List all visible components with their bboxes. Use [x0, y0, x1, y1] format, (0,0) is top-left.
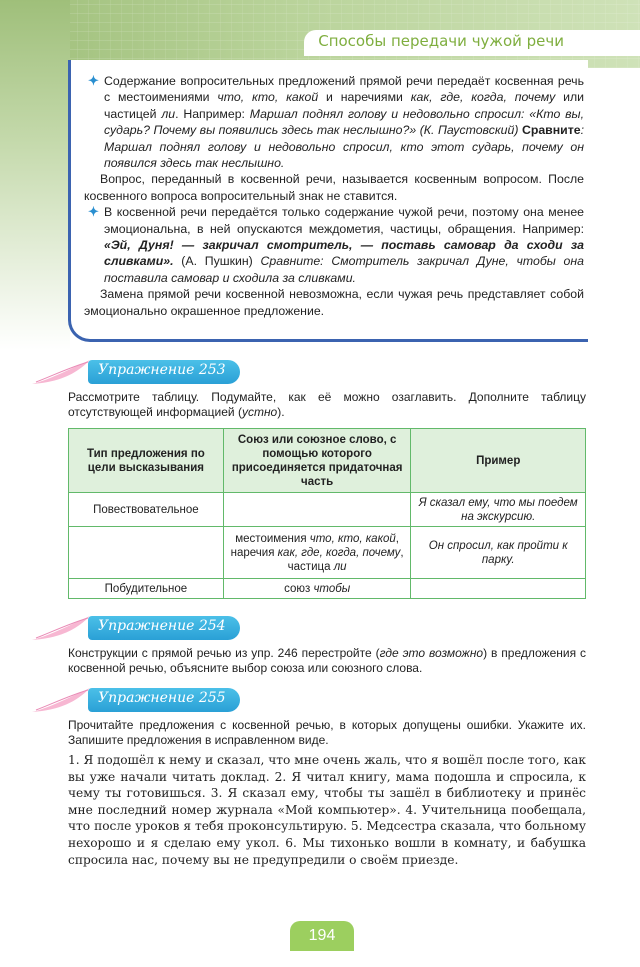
table-row: [69, 493, 586, 527]
page-number: 194: [290, 921, 354, 951]
table-cell: Я сказал ему, что мы поедем на экскурсию.: [411, 493, 586, 527]
table-row: [69, 527, 586, 579]
feather-icon: [30, 682, 94, 716]
exercise-255-task: Прочитайте предложения с косвенной речью, в которых допущены ошибки. Укажите их. Запишите предложения в исправленном виде.: [68, 718, 586, 747]
rule-paragraph-1: Вопрос, переданный в косвенной речи, называется косвенным вопросом. После косвенного вопроса вопросительный знак не ставится.: [84, 172, 584, 203]
table-cell: [69, 527, 224, 579]
exercise-255-label: Упражнение 255: [88, 688, 240, 712]
chapter-title: Способы передачи чужой речи: [304, 30, 578, 56]
margin-decoration: [0, 0, 70, 350]
table-cell: местоимения что, кто, какой, наречия как, где, когда, почему, частица ли: [223, 527, 411, 579]
feather-icon: [30, 354, 94, 388]
table-cell: Он спросил, как пройти к парку.: [411, 527, 586, 579]
exercise-253-label: Упражнение 253: [88, 360, 240, 384]
rule-bullet-2: ✦ В косвенной речи передаётся только содержание чужой речи, поэтому она менее эмоциональна, в ней опускаются междометия, частицы, обращения. Например: «Эй, Дуня! — закричал смотритель, — поставь самовар да сходи за сливками». (А. Пушкин) Сравните: Смотритель закричал Дуне, чтобы она поставила самовар и сходила за сливками.: [88, 204, 585, 285]
table-header-type: Тип предложения по цели высказывания: [69, 429, 224, 493]
rule-bullet-1: ✦ Содержание вопросительных предложений прямой речи передаёт косвенная речь с местоимениями что, кто, какой и наречиями как, где, когда, почему или частицей ли. Например: Маршал поднял голову и недовольно спросил: «Кто вы, сударь? Почему вы появились здесь так неслышно?» (К. Паустовский) Сравните: Маршал поднял голову и недовольно спросил, кто этот сударь, почему он появился здесь так неслышно.: [88, 73, 584, 171]
exercise-255-text: 1. Я подошёл к нему и сказал, что мне очень жаль, что я вошёл после того, как вы уже начали читать доклад. 2. Я читал книгу, мама подошла и спросила, к чему ты готовишься. 3. Я сказал ему, чтобы ты зашёл в библиотеку и принёс мне последний номер журнала «Мой компьютер». 4. Учительница пообещала, что после уроков я тебя проконсультирую. 5. Медсестра сказала, что больному нехорошо и я сделаю ему укол. 6. Мы тихонько вошли в комнату, и бабушка спросила нас, почему вы не предупредили о своём приезде.: [68, 753, 586, 867]
table-cell: [411, 579, 586, 599]
table-cell: союз чтобы: [223, 579, 411, 599]
table-header-example: Пример: [411, 429, 586, 493]
sentence-type-table: [68, 428, 586, 599]
table-cell: Побудительное: [69, 579, 224, 599]
table-row: [69, 579, 586, 599]
table-cell: Повествовательное: [69, 493, 224, 527]
exercise-254-label: Упражнение 254: [88, 616, 240, 640]
table-header-conjunction: Союз или союзное слово, с помощью которого присоединяется придаточная часть: [223, 429, 411, 493]
table-cell: [223, 493, 411, 527]
rule-text: [84, 73, 584, 319]
rule-paragraph-2: Замена прямой речи косвенной невозможна, если чужая речь представляет собой эмоционально окрашенное предложение.: [84, 287, 584, 318]
exercise-254-task: Конструкции с прямой речью из упр. 246 перестройте (где это возможно) в предложения с косвенной речью, объясните выбор союза или союзного слова.: [68, 646, 586, 675]
exercise-253-task: Рассмотрите таблицу. Подумайте, как её можно озаглавить. Дополните таблицу отсутствующей информацией (устно).: [68, 390, 586, 419]
bullet-icon: ✦: [88, 204, 99, 220]
feather-icon: [30, 610, 94, 644]
bullet-icon: ✦: [88, 73, 99, 88]
